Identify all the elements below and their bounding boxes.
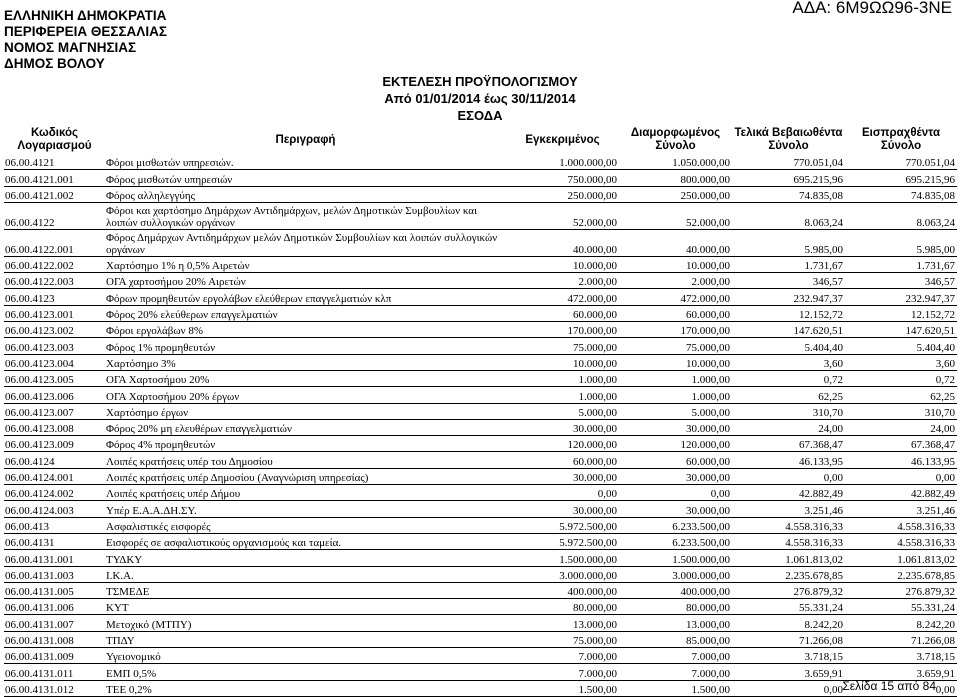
collected-amount-cell: 1.731,67: [845, 256, 957, 272]
approved-amount-cell: 1.500,00: [506, 680, 619, 696]
description-cell: Λοιπές κρατήσεις υπέρ του Δημοσίου: [105, 452, 506, 468]
account-code-cell: 06.00.4123.003: [4, 338, 105, 354]
table-row: [4, 154, 957, 170]
description-cell: Λοιπές κρατήσεις υπέρ Δήμου: [105, 485, 506, 501]
certified-amount-cell: 8.063,24: [732, 202, 845, 229]
collected-amount-cell: 695.215,96: [845, 170, 957, 186]
collected-amount-cell: 0,72: [845, 370, 957, 386]
modified-amount-cell: 60.000,00: [619, 452, 732, 468]
certified-amount-cell: 62,25: [732, 387, 845, 403]
certified-amount-cell: 0,72: [732, 370, 845, 386]
column-header-certified: Τελικά Βεβαιωθέντα Σύνολο: [734, 127, 843, 152]
certified-amount-cell: 276.879,32: [732, 582, 845, 598]
account-code-cell: 06.00.4123.008: [4, 419, 105, 435]
approved-amount-cell: 250.000,00: [506, 186, 619, 202]
modified-amount-cell: 30.000,00: [619, 468, 732, 484]
certified-amount-cell: 8.242,20: [732, 615, 845, 631]
account-code-cell: 06.00.413: [4, 517, 105, 533]
description-cell: ΟΓΑ Χαρτοσήμου 20% έργων: [105, 387, 506, 403]
account-code-cell: 06.00.4121.001: [4, 170, 105, 186]
description-cell: ΟΓΑ Χαρτοσήμου 20%: [105, 370, 506, 386]
modified-amount-cell: 1.000,00: [619, 387, 732, 403]
account-code-cell: 06.00.4123.004: [4, 354, 105, 370]
modified-amount-cell: 10.000,00: [619, 354, 732, 370]
modified-amount-cell: 75.000,00: [619, 338, 732, 354]
table-row: [4, 229, 957, 256]
certified-amount-cell: 0,00: [732, 680, 845, 696]
modified-amount-cell: 400.000,00: [619, 582, 732, 598]
description-cell: Φόρος 20% μη ελευθέρων επαγγελματιών: [105, 419, 506, 435]
certified-amount-cell: 74.835,08: [732, 186, 845, 202]
modified-amount-cell: 800.000,00: [619, 170, 732, 186]
description-cell: Χαρτόσημο έργων: [105, 403, 506, 419]
description-cell: Ι.Κ.Α.: [105, 566, 506, 582]
description-cell: Εισφορές σε ασφαλιστικούς οργανισμούς και ταμεία.: [105, 533, 506, 549]
modified-amount-cell: 52.000,00: [619, 202, 732, 229]
org-line: ΔΗΜΟΣ ΒΟΛΟΥ: [4, 56, 105, 71]
certified-amount-cell: 695.215,96: [732, 170, 845, 186]
approved-amount-cell: 5.000,00: [506, 403, 619, 419]
table-row: [4, 403, 957, 419]
account-code-cell: 06.00.4131.001: [4, 550, 105, 566]
modified-amount-cell: 6.233.500,00: [619, 533, 732, 549]
modified-amount-cell: 120.000,00: [619, 436, 732, 452]
table-row: [4, 615, 957, 631]
description-cell: ΟΓΑ χαρτοσήμου 20% Αιρετών: [105, 273, 506, 289]
modified-amount-cell: 85.000,00: [619, 631, 732, 647]
table-row: [4, 273, 957, 289]
collected-amount-cell: 12.152,72: [845, 305, 957, 321]
approved-amount-cell: 60.000,00: [506, 452, 619, 468]
account-code-cell: 06.00.4124.002: [4, 485, 105, 501]
approved-amount-cell: 0,00: [506, 485, 619, 501]
collected-amount-cell: 276.879,32: [845, 582, 957, 598]
org-line: ΠΕΡΙΦΕΡΕΙΑ ΘΕΣΣΑΛΙΑΣ: [4, 24, 167, 39]
description-cell: Χαρτόσημο 1% η 0,5% Αιρετών: [105, 256, 506, 272]
collected-amount-cell: 4.558.316,33: [845, 517, 957, 533]
modified-amount-cell: 1.500,00: [619, 680, 732, 696]
certified-amount-cell: 46.133,95: [732, 452, 845, 468]
table-row: [4, 436, 957, 452]
collected-amount-cell: 3.718,15: [845, 648, 957, 664]
account-code-cell: 06.00.4123.001: [4, 305, 105, 321]
table-row: [4, 648, 957, 664]
description-cell: ΤΣΜΕΔΕ: [105, 582, 506, 598]
modified-amount-cell: 3.000.000,00: [619, 566, 732, 582]
account-code-cell: 06.00.4123.007: [4, 403, 105, 419]
table-row: [4, 582, 957, 598]
collected-amount-cell: 310,70: [845, 403, 957, 419]
certified-amount-cell: 5.404,40: [732, 338, 845, 354]
modified-amount-cell: 60.000,00: [619, 305, 732, 321]
account-code-cell: 06.00.4122.003: [4, 273, 105, 289]
modified-amount-cell: 10.000,00: [619, 256, 732, 272]
account-code-cell: 06.00.4122.002: [4, 256, 105, 272]
collected-amount-cell: 46.133,95: [845, 452, 957, 468]
certified-amount-cell: 3.718,15: [732, 648, 845, 664]
column-header-code: Κωδικός Λογαριασμού: [17, 127, 92, 152]
account-code-cell: 06.00.4121.002: [4, 186, 105, 202]
description-cell: Φόρος 1% προμηθευτών: [105, 338, 506, 354]
table-row: [4, 599, 957, 615]
column-header-description: Περιγραφή: [275, 133, 336, 146]
description-cell: Λοιπές κρατήσεις υπέρ Δημοσίου (Αναγνώριση υπηρεσίας): [105, 468, 506, 484]
modified-amount-cell: 1.500.000,00: [619, 550, 732, 566]
collected-amount-cell: 346,57: [845, 273, 957, 289]
description-cell: ΤΠΔΥ: [105, 631, 506, 647]
collected-amount-cell: 1.061.813,02: [845, 550, 957, 566]
page-number: Σελίδα 15 από 84: [842, 679, 936, 693]
table-header-row: [4, 126, 957, 154]
certified-amount-cell: 55.331,24: [732, 599, 845, 615]
org-line: ΝΟΜΟΣ ΜΑΓΝΗΣΙΑΣ: [4, 40, 137, 55]
certified-amount-cell: 4.558.316,33: [732, 517, 845, 533]
column-header-approved: Εγκεκριμένος: [525, 133, 600, 146]
certified-amount-cell: 346,57: [732, 273, 845, 289]
table-row: [4, 533, 957, 549]
modified-amount-cell: 40.000,00: [619, 229, 732, 256]
column-header-modified: Διαμορφωμένος Σύνολο: [630, 127, 721, 152]
approved-amount-cell: 3.000.000,00: [506, 566, 619, 582]
description-cell: Φόροι μισθωτών υπηρεσιών.: [105, 154, 506, 170]
description-cell: Μετοχικό (ΜΤΠΥ): [105, 615, 506, 631]
description-cell: Φόροι εργολάβων 8%: [105, 322, 506, 338]
report-title-line: ΕΚΤΕΛΕΣΗ ΠΡΟΫΠΟΛΟΓΙΣΜΟΥ: [382, 74, 578, 89]
approved-amount-cell: 10.000,00: [506, 354, 619, 370]
table-row: [4, 419, 957, 435]
collected-amount-cell: 8.063,24: [845, 202, 957, 229]
account-code-cell: 06.00.4124.001: [4, 468, 105, 484]
account-code-cell: 06.00.4123.009: [4, 436, 105, 452]
table-row: [4, 186, 957, 202]
collected-amount-cell: 8.242,20: [845, 615, 957, 631]
column-header-collected: Εισπραχθέντα Σύνολο: [861, 127, 941, 152]
account-code-cell: 06.00.4131.011: [4, 664, 105, 680]
approved-amount-cell: 60.000,00: [506, 305, 619, 321]
table-row: [4, 387, 957, 403]
report-section: ΕΣΟΔΑ: [457, 108, 503, 123]
modified-amount-cell: 6.233.500,00: [619, 517, 732, 533]
modified-amount-cell: 30.000,00: [619, 501, 732, 517]
modified-amount-cell: 2.000,00: [619, 273, 732, 289]
description-cell: Ασφαλιστικές εισφορές: [105, 517, 506, 533]
approved-amount-cell: 75.000,00: [506, 338, 619, 354]
modified-amount-cell: 7.000,00: [619, 648, 732, 664]
modified-amount-cell: 80.000,00: [619, 599, 732, 615]
certified-amount-cell: 1.731,67: [732, 256, 845, 272]
collected-amount-cell: 3.251,46: [845, 501, 957, 517]
certified-amount-cell: 12.152,72: [732, 305, 845, 321]
certified-amount-cell: 0,00: [732, 468, 845, 484]
modified-amount-cell: 472.000,00: [619, 289, 732, 305]
description-cell: Υπέρ Ε.Α.Α.ΔΗ.ΣΥ.: [105, 501, 506, 517]
collected-amount-cell: 67.368,47: [845, 436, 957, 452]
collected-amount-cell: 147.620,51: [845, 322, 957, 338]
description-cell: Χαρτόσημο 3%: [105, 354, 506, 370]
table-row: [4, 501, 957, 517]
approved-amount-cell: 80.000,00: [506, 599, 619, 615]
collected-amount-cell: 232.947,37: [845, 289, 957, 305]
approved-amount-cell: 7.000,00: [506, 648, 619, 664]
modified-amount-cell: 13.000,00: [619, 615, 732, 631]
collected-amount-cell: 62,25: [845, 387, 957, 403]
modified-amount-cell: 7.000,00: [619, 664, 732, 680]
certified-amount-cell: 3.251,46: [732, 501, 845, 517]
account-code-cell: 06.00.4131: [4, 533, 105, 549]
account-code-cell: 06.00.4131.003: [4, 566, 105, 582]
certified-amount-cell: 3.659,91: [732, 664, 845, 680]
table-row: [4, 517, 957, 533]
approved-amount-cell: 30.000,00: [506, 419, 619, 435]
approved-amount-cell: 2.000,00: [506, 273, 619, 289]
approved-amount-cell: 30.000,00: [506, 501, 619, 517]
collected-amount-cell: 0,00: [845, 680, 957, 696]
description-cell: Υγειονομικό: [105, 648, 506, 664]
modified-amount-cell: 250.000,00: [619, 186, 732, 202]
approved-amount-cell: 750.000,00: [506, 170, 619, 186]
table-row: [4, 566, 957, 582]
approved-amount-cell: 7.000,00: [506, 664, 619, 680]
collected-amount-cell: 3,60: [845, 354, 957, 370]
collected-amount-cell: 74.835,08: [845, 186, 957, 202]
certified-amount-cell: 4.558.316,33: [732, 533, 845, 549]
description-cell: ΕΜΠ 0,5%: [105, 664, 506, 680]
certified-amount-cell: 147.620,51: [732, 322, 845, 338]
collected-amount-cell: 42.882,49: [845, 485, 957, 501]
approved-amount-cell: 13.000,00: [506, 615, 619, 631]
collected-amount-cell: 0,00: [845, 468, 957, 484]
approved-amount-cell: 1.000,00: [506, 370, 619, 386]
approved-amount-cell: 1.000.000,00: [506, 154, 619, 170]
revenue-table: [4, 126, 957, 697]
certified-amount-cell: 3,60: [732, 354, 845, 370]
table-row: [4, 680, 957, 696]
account-code-cell: 06.00.4131.007: [4, 615, 105, 631]
modified-amount-cell: 30.000,00: [619, 419, 732, 435]
account-code-cell: 06.00.4123.006: [4, 387, 105, 403]
certified-amount-cell: 232.947,37: [732, 289, 845, 305]
account-code-cell: 06.00.4131.006: [4, 599, 105, 615]
ada-code: ΑΔΑ: 6Μ9ΩΩ96-3ΝΕ: [792, 0, 952, 17]
account-code-cell: 06.00.4131.005: [4, 582, 105, 598]
modified-amount-cell: 170.000,00: [619, 322, 732, 338]
table-row: [4, 485, 957, 501]
collected-amount-cell: 55.331,24: [845, 599, 957, 615]
approved-amount-cell: 40.000,00: [506, 229, 619, 256]
collected-amount-cell: 5.985,00: [845, 229, 957, 256]
collected-amount-cell: 2.235.678,85: [845, 566, 957, 582]
certified-amount-cell: 1.061.813,02: [732, 550, 845, 566]
account-code-cell: 06.00.4123: [4, 289, 105, 305]
approved-amount-cell: 1.500.000,00: [506, 550, 619, 566]
table-row: [4, 305, 957, 321]
certified-amount-cell: 770.051,04: [732, 154, 845, 170]
approved-amount-cell: 75.000,00: [506, 631, 619, 647]
table-row: [4, 468, 957, 484]
collected-amount-cell: 770.051,04: [845, 154, 957, 170]
table-row: [4, 370, 957, 386]
approved-amount-cell: 5.972.500,00: [506, 533, 619, 549]
approved-amount-cell: 120.000,00: [506, 436, 619, 452]
report-period: Από 01/01/2014 έως 30/11/2014: [384, 91, 576, 106]
account-code-cell: 06.00.4124.003: [4, 501, 105, 517]
modified-amount-cell: 1.050.000,00: [619, 154, 732, 170]
modified-amount-cell: 1.000,00: [619, 370, 732, 386]
table-row: [4, 664, 957, 680]
certified-amount-cell: 67.368,47: [732, 436, 845, 452]
description-cell: Φόροι και χαρτόσημο Δημάρχων Αντιδημάρχων, μελών Δημοτικών Συμβουλίων και λοιπών συλλογικών οργάνων: [105, 202, 506, 229]
table-row: [4, 256, 957, 272]
table-row: [4, 354, 957, 370]
account-code-cell: 06.00.4123.002: [4, 322, 105, 338]
certified-amount-cell: 5.985,00: [732, 229, 845, 256]
table-row: [4, 452, 957, 468]
description-cell: Φόρος αλληλεγγύης: [105, 186, 506, 202]
description-cell: Φόρος 20% ελεύθερων επαγγελματιών: [105, 305, 506, 321]
description-cell: Φόρος 4% προμηθευτών: [105, 436, 506, 452]
description-cell: Φόρων προμηθευτών εργολάβων ελεύθερων επαγγελματιών κλπ: [105, 289, 506, 305]
org-line: ΕΛΛΗΝΙΚΗ ΔΗΜΟΚΡΑΤΙΑ: [4, 8, 167, 23]
table-row: [4, 202, 957, 229]
account-code-cell: 06.00.4122.001: [4, 229, 105, 256]
description-cell: Φόρος μισθωτών υπηρεσιών: [105, 170, 506, 186]
description-cell: Φόρος Δημάρχων Αντιδημάρχων μελών Δημοτικών Συμβουλίων και λοιπών συλλογικών οργάνων: [105, 229, 506, 256]
description-cell: ΚΥΤ: [105, 599, 506, 615]
collected-amount-cell: 3.659,91: [845, 664, 957, 680]
account-code-cell: 06.00.4131.008: [4, 631, 105, 647]
approved-amount-cell: 400.000,00: [506, 582, 619, 598]
organization-header: [4, 8, 167, 72]
account-code-cell: 06.00.4131.009: [4, 648, 105, 664]
certified-amount-cell: 310,70: [732, 403, 845, 419]
description-cell: ΤΕΕ 0,2%: [105, 680, 506, 696]
table-row: [4, 550, 957, 566]
account-code-cell: 06.00.4122: [4, 202, 105, 229]
collected-amount-cell: 24,00: [845, 419, 957, 435]
approved-amount-cell: 170.000,00: [506, 322, 619, 338]
collected-amount-cell: 5.404,40: [845, 338, 957, 354]
table-row: [4, 631, 957, 647]
approved-amount-cell: 30.000,00: [506, 468, 619, 484]
approved-amount-cell: 10.000,00: [506, 256, 619, 272]
collected-amount-cell: 71.266,08: [845, 631, 957, 647]
report-title: [0, 73, 960, 124]
certified-amount-cell: 2.235.678,85: [732, 566, 845, 582]
modified-amount-cell: 0,00: [619, 485, 732, 501]
approved-amount-cell: 52.000,00: [506, 202, 619, 229]
account-code-cell: 06.00.4123.005: [4, 370, 105, 386]
account-code-cell: 06.00.4131.012: [4, 680, 105, 696]
certified-amount-cell: 24,00: [732, 419, 845, 435]
approved-amount-cell: 1.000,00: [506, 387, 619, 403]
table-row: [4, 338, 957, 354]
account-code-cell: 06.00.4121: [4, 154, 105, 170]
table-row: [4, 170, 957, 186]
certified-amount-cell: 71.266,08: [732, 631, 845, 647]
table-row: [4, 289, 957, 305]
modified-amount-cell: 5.000,00: [619, 403, 732, 419]
approved-amount-cell: 472.000,00: [506, 289, 619, 305]
certified-amount-cell: 42.882,49: [732, 485, 845, 501]
account-code-cell: 06.00.4124: [4, 452, 105, 468]
description-cell: ΤΥΔΚΥ: [105, 550, 506, 566]
approved-amount-cell: 5.972.500,00: [506, 517, 619, 533]
table-row: [4, 322, 957, 338]
collected-amount-cell: 4.558.316,33: [845, 533, 957, 549]
